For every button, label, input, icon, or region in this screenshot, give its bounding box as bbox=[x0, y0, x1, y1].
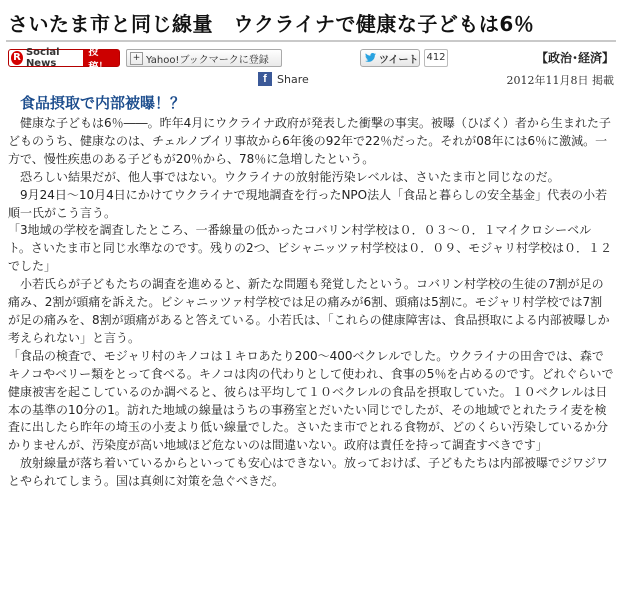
yahoo-bookmark-label: Yahoo!ブックマークに登録 bbox=[146, 54, 269, 66]
tweet-button[interactable] bbox=[360, 49, 420, 67]
tweet-count: 412 bbox=[424, 49, 448, 67]
social-news-post-label: 投稿！ bbox=[83, 50, 119, 66]
facebook-icon: f bbox=[258, 72, 272, 86]
article-body bbox=[8, 115, 614, 491]
category-label: 【政治･経済】 bbox=[535, 51, 614, 65]
paragraph: 小若氏らが子どもたちの調査を進めると、新たな問題も発覚したという。コバリン村学校の生徒の7割が足の痛み、2割が頭痛を訴えた。ビシャニッツァ村学校では足の痛みが6割、頭痛は5割に。モジャリ村学校では7割が足の痛みを、8割が頭痛があると答えている。小若氏は、「これらの健康障害は、食品摂取による内部被曝しか考えられない」と言う。 bbox=[8, 277, 610, 345]
social-news-logo-icon: R bbox=[11, 51, 23, 65]
paragraph: 「食品の検査で、モジャリ村のキノコは１キロあたり200～400ベクレルでした。ウクライナの田舎では、森でキノコやベリー類をとって食べる。キノコは肉の代わりとして使われ、食事の5％を占めるのです。どれぐらいで健康被害を起こしているのか調べると、彼らは平均して１０ベクレルの食品を摂取していた。１０ベクレルは日本の基準の10分の1。訪れた地域の線量はうちの事務室とだいたい同じでしたが、その地域でとれたライ麦を検査に出したら昨年の埼玉の小麦より低い線量でした。さいたま市でとれる食物が、どのくらい汚染しているか分かりませんが、汚染度が高い地域ほど危ないのは間違いない。政府は責任を持って調査すべきです」 bbox=[8, 348, 614, 453]
paragraph: 「3地域の学校を調査したところ、一番線量の低かったコバリン村学校は０．０３～０．１マイクロシーベルト。さいたま市と同じ水準なのです。残りの2つ、ビシャニッツァ村学校は０．０９、モジャリ村学校は０．１２でした」 bbox=[8, 223, 613, 274]
paragraph: 放射線量が落ち着いているからといっても安心はできない。放っておけば、子どもたちは内部被曝でジワジワとやられてしまう。国は真剣に対策を急ぐべきだ。 bbox=[8, 456, 609, 489]
tweet-label: ツイート bbox=[379, 54, 419, 66]
facebook-share-button[interactable] bbox=[258, 71, 309, 87]
headline-divider bbox=[6, 40, 616, 42]
paragraph: 9月24日～10月4日にかけてウクライナで現地調査を行ったNPO法人「食品と暮らしの安全基金」代表の小若順一氏がこう言う。 bbox=[8, 187, 608, 220]
paragraph: 健康な子どもは6％――。昨年4月にウクライナ政府が発表した衝撃の事実。被曝（ひばく）者から生まれた子どものうち、健康なのは、チェルノブイリ事故から6年後の92年で22％だった。それが08年には6％に激減。一方で、慢性疾患のある子どもが20％から、78％に急増したという。 bbox=[8, 116, 611, 166]
plus-icon: + bbox=[130, 52, 143, 65]
article-headline: さいたま市と同じ線量 ウクライナで健康な子どもは6％ bbox=[8, 12, 535, 36]
social-news-label: Social News bbox=[25, 47, 60, 69]
yahoo-bookmark-button[interactable] bbox=[126, 49, 282, 67]
twitter-bird-icon bbox=[365, 52, 376, 65]
facebook-share-label: Share bbox=[277, 72, 309, 86]
social-news-post-button[interactable] bbox=[8, 47, 120, 73]
publish-date: 2012年11月8日 掲載 bbox=[506, 74, 614, 87]
paragraph: 恐ろしい結果だが、他人事ではない。ウクライナの放射能汚染レベルは、さいたま市と同じなのだ。 bbox=[8, 169, 560, 184]
article-subheading: 食品摂取で内部被曝！？ bbox=[20, 94, 186, 112]
